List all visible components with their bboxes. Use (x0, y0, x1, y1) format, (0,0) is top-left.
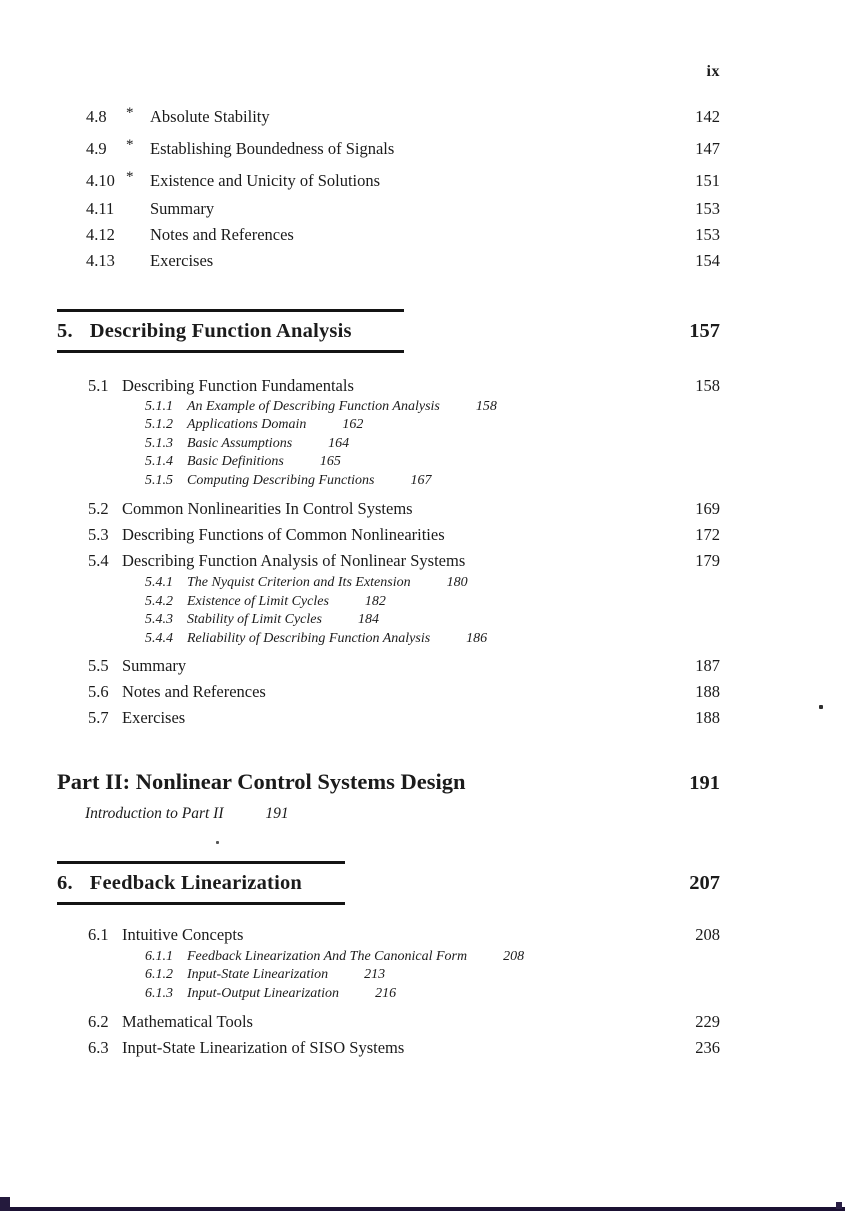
subsection-5-1-entries (145, 398, 720, 491)
entry-page: 147 (695, 139, 720, 158)
entry-title: Existence of Limit Cycles (187, 593, 329, 609)
entry-6-1-2 (145, 966, 720, 985)
entry-number: 5.1.2 (145, 417, 173, 432)
chapter-5-heading (57, 312, 720, 350)
entry-page: 208 (695, 924, 720, 944)
entry-title: Establishing Boundedness of Signals (150, 139, 395, 158)
entry-number: 6.1.1 (145, 948, 173, 964)
entry-page: 208 (503, 948, 525, 964)
entry-title: Absolute Stability (150, 107, 270, 126)
entry-page: 187 (695, 656, 720, 675)
entry-page: 184 (357, 612, 379, 627)
entry-title: Input-Output Linearization (187, 985, 340, 1001)
entry-number: 4.12 (86, 225, 115, 244)
entry-5-4-2 (145, 593, 720, 612)
entry-title: Stability of Limit Cycles (187, 612, 322, 627)
entry-title: The Nyquist Criterion and Its Extension (187, 575, 411, 590)
entry-5-1-1 (145, 398, 720, 417)
entry-number: 6.3 (88, 1038, 109, 1057)
entry-title: Common Nonlinearities In Control Systems (122, 499, 413, 518)
entry-page: 172 (695, 525, 720, 544)
section-4-entries (86, 106, 720, 271)
entry-number: 6.1 (88, 924, 109, 944)
chapter-rule-bottom (57, 350, 404, 353)
entry-title: Summary (150, 199, 215, 218)
scan-speck (216, 841, 219, 844)
entry-number: 5.2 (88, 499, 109, 518)
entry-title: An Example of Describing Function Analysis (187, 398, 440, 414)
entry-number: 5.4.4 (145, 630, 173, 646)
entry-number: 5.6 (88, 682, 109, 701)
page-folio: ix (706, 63, 720, 80)
entry-title: Notes and References (150, 225, 294, 244)
entry-5-1-2 (145, 416, 720, 435)
entry-5-1-3 (145, 435, 720, 454)
entry-number: 5.1.4 (145, 454, 173, 469)
entry-page: 142 (695, 107, 720, 126)
entry-5-7 (88, 707, 720, 728)
entry-number: 5.4.1 (145, 575, 173, 590)
entry-number: 6.1.2 (145, 967, 173, 982)
entry-number: 5.1.3 (145, 435, 173, 451)
optional-star-marker: * (126, 169, 134, 185)
entry-number: 5.1.1 (145, 398, 173, 414)
entry-6-3 (88, 1037, 720, 1058)
entry-title: Input-State Linearization (187, 967, 329, 982)
entry-title: Notes and References (122, 682, 266, 701)
entry-number: 5.5 (88, 656, 109, 675)
part-page: 191 (689, 772, 720, 794)
entry-page: 162 (342, 417, 364, 432)
entry-page: 213 (364, 967, 386, 982)
scan-speck (836, 1202, 842, 1209)
scan-speck (819, 705, 823, 709)
entry-title: Describing Function Fundamentals (122, 375, 354, 395)
entry-page: 151 (695, 171, 720, 190)
chapter-6-entries-tail (88, 1011, 720, 1058)
chapter-page: 207 (689, 871, 720, 894)
chapter-title: Describing Function Analysis (89, 319, 352, 342)
chapter-number: 6. (57, 871, 73, 894)
chapter-number: 5. (57, 319, 73, 342)
chapter-title: Feedback Linearization (89, 871, 303, 894)
entry-5-4 (88, 550, 720, 571)
entry-5-4-4 (145, 630, 720, 649)
entry-number: 6.2 (88, 1012, 109, 1031)
entry-page: 169 (695, 499, 720, 518)
entry-5-2 (88, 498, 720, 519)
entry-number: 4.11 (86, 199, 115, 218)
entry-page: 188 (695, 682, 720, 701)
chapter-6-heading-block (57, 861, 720, 905)
entry-number: 4.9 (86, 139, 107, 158)
entry-5-1 (88, 375, 720, 396)
entry-page: 180 (446, 575, 468, 590)
entry-title: Exercises (150, 251, 214, 270)
entry-title: Input-State Linearization of SISO Systems (122, 1038, 405, 1057)
entry-title: Computing Describing Functions (187, 472, 375, 488)
entry-page: 153 (695, 225, 720, 244)
entry-number: 5.1 (88, 375, 109, 395)
entry-title: Exercises (122, 708, 186, 727)
entry-page: 179 (695, 551, 720, 570)
scan-edge-line (0, 1207, 845, 1211)
chapter-5-entries (88, 375, 720, 396)
entry-title: Describing Functions of Common Nonlinearities (122, 525, 445, 544)
entry-number: 4.10 (86, 171, 115, 190)
entry-page: 158 (475, 398, 497, 414)
subsection-5-4-entries (145, 574, 720, 648)
entry-page: 236 (695, 1038, 720, 1057)
entry-5-4-1 (145, 574, 720, 593)
entry-title: Introduction to Part II (85, 805, 224, 822)
entry-6-1-3 (145, 985, 720, 1004)
entry-page: 186 (466, 630, 488, 646)
entry-number: 5.7 (88, 708, 109, 727)
entry-4-13 (86, 250, 720, 271)
chapter-6-entries (88, 924, 720, 945)
entry-5-3 (88, 524, 720, 545)
entry-number: 5.4.3 (145, 612, 173, 627)
entry-4-9 (86, 138, 720, 161)
entry-number: 4.8 (86, 107, 107, 126)
entry-page: 182 (364, 593, 386, 609)
entry-page: 158 (695, 375, 720, 395)
entry-title: Intuitive Concepts (122, 924, 244, 944)
part-title: Part II: Nonlinear Control Systems Design (57, 769, 466, 794)
entry-6-2 (88, 1011, 720, 1032)
entry-4-10 (86, 170, 720, 193)
entry-6-1 (88, 924, 720, 945)
entry-5-5 (88, 655, 720, 676)
entry-5-4-3 (145, 611, 720, 630)
entry-4-8 (86, 106, 720, 129)
part-2-heading (57, 768, 720, 797)
entry-title: Summary (122, 656, 187, 675)
entry-title: Applications Domain (187, 417, 307, 432)
scan-corner-mark (0, 1197, 10, 1211)
entry-title: Basic Definitions (187, 454, 284, 469)
chapter-5-heading-block (57, 309, 720, 353)
chapter-rule-bottom (57, 902, 345, 905)
entry-page: 229 (695, 1012, 720, 1031)
chapter-5-entries-tail (88, 655, 720, 728)
entry-5-6 (88, 681, 720, 702)
subsection-6-1-entries (145, 948, 720, 1004)
entry-4-11 (86, 198, 720, 219)
entry-page: 167 (410, 472, 432, 488)
entry-title: Existence and Unicity of Solutions (150, 171, 381, 190)
entry-page: 154 (695, 251, 720, 270)
entry-title: Reliability of Describing Function Analysis (187, 630, 431, 646)
entry-number: 5.3 (88, 525, 109, 544)
entry-title: Feedback Linearization And The Canonical Form (187, 948, 468, 964)
entry-number: 4.13 (86, 251, 115, 270)
entry-title: Basic Assumptions (187, 435, 293, 451)
entry-page: 188 (695, 708, 720, 727)
entry-page: 191 (265, 805, 289, 822)
entry-5-1-5 (145, 472, 720, 491)
entry-number: 5.4 (88, 551, 109, 570)
entry-6-1-1 (145, 948, 720, 967)
part-2-intro-entry (85, 805, 720, 823)
entry-number: 6.1.3 (145, 985, 173, 1001)
entry-page: 153 (695, 199, 720, 218)
entry-4-12 (86, 224, 720, 245)
entry-page: 165 (319, 454, 341, 469)
entry-title: Describing Function Analysis of Nonlinear Systems (122, 551, 466, 570)
entry-title: Mathematical Tools (122, 1012, 253, 1031)
chapter-page: 157 (689, 319, 720, 342)
chapter-5-entries-mid (88, 498, 720, 571)
optional-star-marker: * (126, 137, 134, 153)
optional-star-marker: * (126, 105, 134, 121)
chapter-6-heading (57, 864, 720, 902)
entry-5-1-4 (145, 453, 720, 472)
entry-number: 5.4.2 (145, 593, 173, 609)
entry-number: 5.1.5 (145, 472, 173, 488)
entry-page: 216 (375, 985, 397, 1001)
entry-page: 164 (328, 435, 350, 451)
